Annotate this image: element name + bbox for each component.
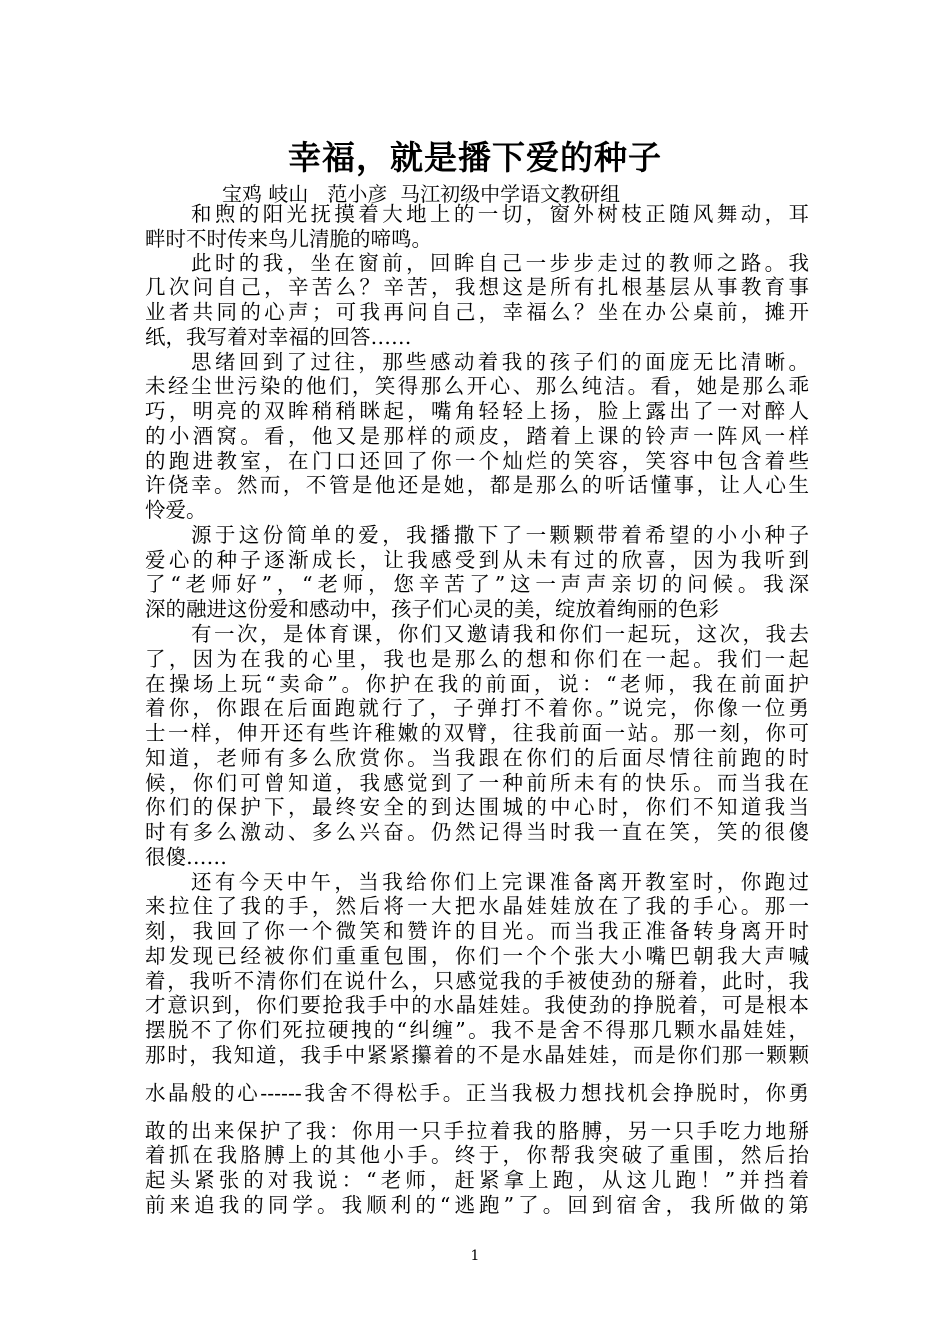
body-text-line: 的小酒窝。看，他又是那样的顽皮，踏着上课的铃声一阵风一样 [145, 424, 809, 448]
body-text-line: 知道，老师有多么欣赏你。当我跟在你们的后面尽情往前跑的时 [145, 746, 809, 770]
body-text-line: 你们的保护下，最终安全的到达围城的中心时，你们不知道我当 [145, 795, 809, 819]
body-text-line: 士一样，伸开还有些许稚嫩的双臂，往我前面一站。那一刻，你可 [145, 721, 809, 745]
body-text-line: 着，我听不清你们在说什么，只感觉我的手被使劲的掰着，此时，我 [145, 969, 809, 993]
body-text-line: 业者共同的心声；可我再问自己，幸福么？坐在办公桌前，摊开 [145, 300, 809, 324]
body-text-line: 的跑进教室，在门口还回了你一个灿烂的笑容，笑容中包含着些 [145, 449, 809, 473]
body-text-line: 着你，你跟在后面跑就行了，子弹打不着你。”说完，你像一位勇 [145, 696, 809, 720]
body-text-line: 水晶般的心------我舍不得松手。正当我极力想找机会挣脱时，你勇 [145, 1081, 809, 1105]
body-text-line: 了“老师好”，“老师，您辛苦了”这一声声亲切的问候。我深 [145, 572, 809, 596]
document-title: 幸福，就是播下爱的种子 [288, 138, 662, 177]
body-text-line: 时有多么激动、多么兴奋。仍然记得当时我一直在笑，笑的很傻 [145, 820, 809, 844]
author-byline: 宝鸡 岐山 范小彦 马江初级中学语文教研组 [222, 182, 621, 206]
body-text-line: 起头紧张的对我说：“老师，赶紧拿上跑，从这儿跑！”并挡着 [145, 1168, 809, 1192]
body-text-line: 了，因为在我的心里，我也是那么的想和你们在一起。我们一起 [145, 647, 809, 671]
body-text-line: 刻，我回了你一个微笑和赞许的目光。而当我正准备转身离开时 [145, 919, 809, 943]
body-text-line: 未经尘世污染的他们，笑得那么开心、那么纯洁。看，她是那么乖 [145, 374, 809, 398]
body-text-line: 此时的我，坐在窗前，回眸自己一步步走过的教师之路。我 [191, 251, 809, 275]
body-text-line: 候，你们可曾知道，我感觉到了一种前所未有的快乐。而当我在 [145, 771, 809, 795]
body-text-line: 前来追我的同学。我顺利的“逃跑”了。回到宿舍，我所做的第 [145, 1193, 809, 1217]
body-text-line: 敢的出来保护了我：你用一只手拉着我的胳膊，另一只手吃力地掰 [145, 1119, 809, 1143]
body-text-line: 那时，我知道，我手中紧紧攥着的不是水晶娃娃，而是你们那一颗颗 [145, 1043, 809, 1067]
body-text-line: 着抓在我胳膊上的其他小手。终于，你帮我突破了重围，然后抬 [145, 1143, 809, 1167]
body-text-line: 才意识到，你们要抢我手中的水晶娃娃。我使劲的挣脱着，可是根本 [145, 993, 809, 1017]
body-text-line: 爱心的种子逐渐成长，让我感受到从未有过的欣喜，因为我听到 [145, 548, 809, 572]
body-text-line: 还有今天中午，当我给你们上完课准备离开教室时，你跑过 [191, 870, 809, 894]
body-text-line: 思绪回到了过往，那些感动着我的孩子们的面庞无比清晰。 [191, 350, 809, 374]
body-text-line: 很傻…… [145, 845, 227, 869]
body-text-line: 和煦的阳光抚摸着大地上的一切，窗外树枝正随风舞动，耳 [191, 202, 809, 226]
body-text-line: 却发现已经被你们重重包围，你们一个个张大小嘴巴朝我大声喊 [145, 944, 809, 968]
body-text-line: 在操场上玩“卖命”。你护在我的前面，说：“老师，我在前面护 [145, 672, 809, 696]
body-text-line: 巧，明亮的双眸稍稍眯起，嘴角轻轻上扬，脸上露出了一对醉人 [145, 399, 809, 423]
body-text-line: 有一次，是体育课，你们又邀请我和你们一起玩，这次，我去 [191, 622, 809, 646]
body-text-line: 纸，我写着对幸福的回答…… [145, 325, 412, 349]
body-text-line: 许侥幸。然而，不管是他还是她，都是那么的听话懂事，让人心生 [145, 473, 809, 497]
body-text-line: 怜爱。 [145, 498, 207, 522]
body-text-line: 深的融进这份爱和感动中，孩子们心灵的美，绽放着绚丽的色彩 [145, 597, 719, 621]
page-number: 1 [470, 1248, 480, 1264]
body-text-line: 几次问自己，辛苦么？辛苦，我想这是所有扎根基层从事教育事 [145, 275, 809, 299]
body-text-line: 来拉住了我的手，然后将一大把水晶娃娃放在了我的手心。那一 [145, 894, 809, 918]
body-text-line: 摆脱不了你们死拉硬拽的“纠缠”。我不是舍不得那几颗水晶娃娃， [145, 1018, 809, 1042]
body-text-line: 畔时不时传来鸟儿清脆的啼鸣。 [145, 227, 432, 251]
body-text-line: 源于这份简单的爱，我播撒下了一颗颗带着希望的小小种子 [191, 523, 809, 547]
